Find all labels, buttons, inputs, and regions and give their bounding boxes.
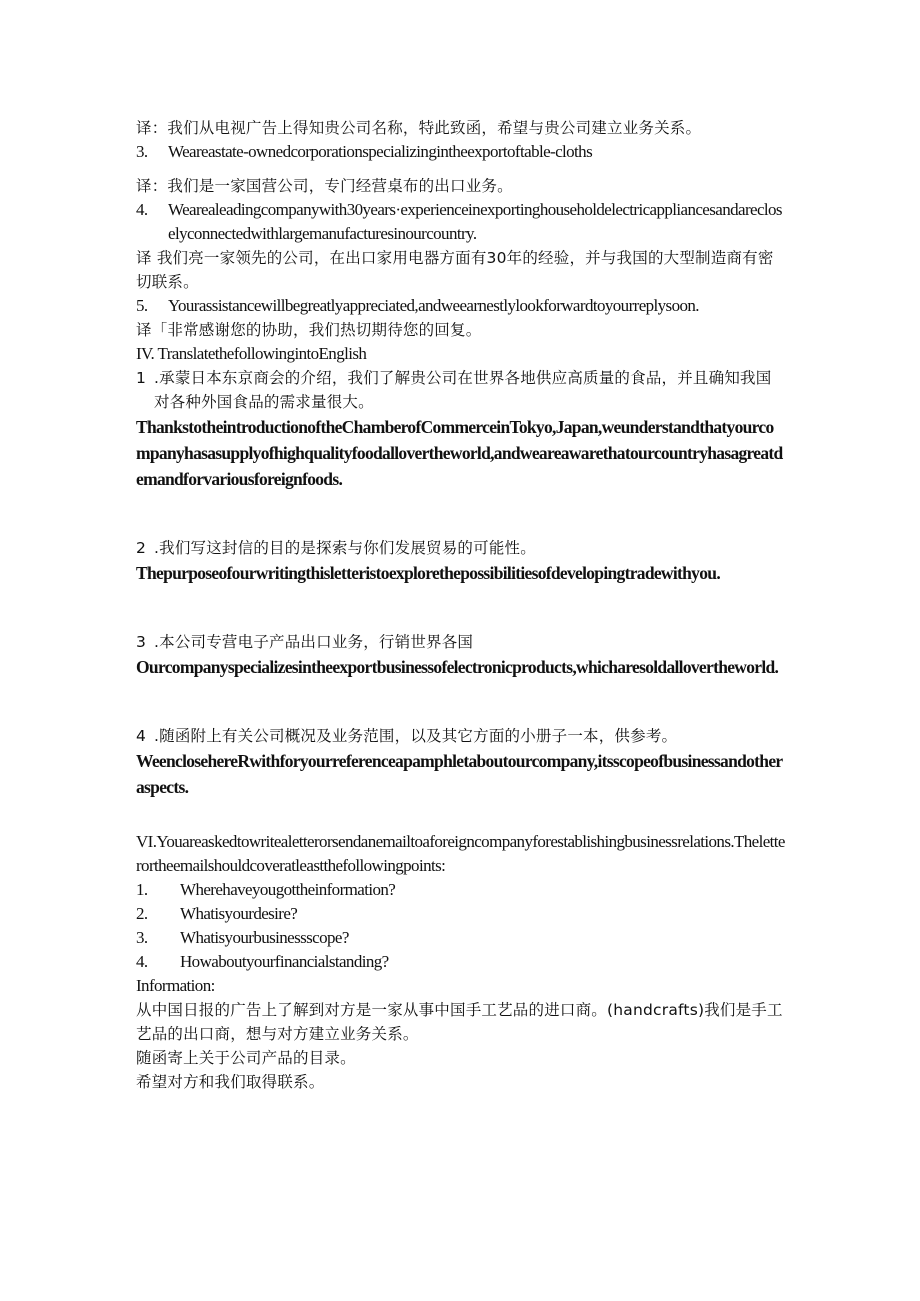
point-text: Wherehaveyougottheinformation?: [180, 880, 396, 899]
exercise-1-chinese: [136, 366, 786, 414]
exercise-number: 2: [136, 539, 147, 557]
information-label: Information:: [136, 976, 215, 995]
information-line-3: 希望对方和我们取得联系。: [136, 1073, 325, 1091]
point-number: 3.: [136, 928, 148, 947]
sentence-4: [136, 198, 786, 246]
translation-line-2: 译：我们从电视广告上得知贵公司名称，特此致函，希望与贵公司建立业务关系。: [136, 119, 702, 137]
translation-line-3: 译：我们是一家国营公司，专门经营桌布的出口业务。: [136, 177, 513, 195]
sentence-number: 5.: [136, 296, 148, 315]
exercise-1-answer: ThankstotheintroductionoftheChamberofCommerceinTokyo,Japan,weunderstandthatyourcompanyhasasupplyofhighqualityfoodallovertheworld,andweareawarethatourcountryhasagreatdemandforvariousforeignfoods.: [136, 417, 783, 489]
exercise-4-chinese: [136, 724, 786, 748]
information-line-2: 随函寄上关于公司产品的目录。: [136, 1049, 356, 1067]
section-heading-iv: IV. TranslatethefollowingintoEnglish: [136, 344, 367, 363]
exercise-2-answer: Thepurposeofourwritingthisletteristoexplorethepossibilitiesofdevelopingtradewithyou.: [136, 563, 720, 583]
sentence-number: 3.: [136, 142, 148, 161]
sentence-3: [136, 140, 786, 164]
exercise-text: .承蒙日本东京商会的介绍，我们了解贵公司在世界各地供应高质量的食品，并且确知我国对各种外国食品的需求量很大。: [154, 369, 772, 411]
exercise-number: 3: [136, 633, 147, 651]
exercise-text: .我们写这封信的目的是探索与你们发展贸易的可能性。: [154, 539, 536, 557]
section-vi-intro: VI.Youareaskedtowritealetterorsendanemailtoaforeigncompanyforestablishingbusinessrelations.Theletterortheemailshouldcoveratleastthefollowingpoints:: [136, 832, 785, 875]
document-page: [136, 116, 786, 1094]
exercise-number: 4: [136, 727, 147, 745]
point-number: 1.: [136, 880, 148, 899]
point-number: 4.: [136, 952, 148, 971]
sentence-text: Weareastate-ownedcorporationspecializingintheexportoftable-cloths: [168, 142, 593, 161]
point-number: 2.: [136, 904, 148, 923]
point-text: Whatisyourdesire?: [180, 904, 298, 923]
exercise-3-answer: Ourcompanyspecializesintheexportbusinessofelectronicproducts,whicharesoldallovertheworld.: [136, 657, 779, 677]
information-line-1: 从中国日报的广告上了解到对方是一家从事中国手工艺品的进口商。(handcrafts)我们是手工艺品的出口商，想与对方建立业务关系。: [136, 1001, 783, 1043]
sentence-text: Yourassistancewillbegreatlyappreciated,andweearnestlylookforwardtoyourreplysoon.: [168, 296, 699, 315]
point-1: [136, 878, 786, 902]
exercise-4-answer: WeenclosehereRwithforyourreferenceapamphletaboutourcompany,itsscopeofbusinessandotheraspects.: [136, 751, 783, 797]
exercise-3-chinese: [136, 630, 786, 654]
exercise-number: 1: [136, 369, 147, 387]
point-4: [136, 950, 786, 974]
sentence-5: [136, 294, 786, 318]
translation-line-5: 译「非常感谢您的协助，我们热切期待您的回复。: [136, 321, 482, 339]
translation-line-4: 译 我们亮一家领先的公司，在出口家用电器方面有30年的经验，并与我国的大型制造商有密切联系。: [136, 249, 774, 291]
exercise-text: .随函附上有关公司概况及业务范围，以及其它方面的小册子一本，供参考。: [154, 727, 678, 745]
exercise-text: .本公司专营电子产品出口业务，行销世界各国: [154, 633, 474, 651]
sentence-number: 4.: [136, 200, 148, 219]
point-2: [136, 902, 786, 926]
exercise-2-chinese: [136, 536, 786, 560]
point-3: [136, 926, 786, 950]
point-text: Howaboutyourfinancialstanding?: [180, 952, 389, 971]
point-text: Whatisyourbusinessscope?: [180, 928, 349, 947]
sentence-text: Wearealeadingcompanywith30years·experienceinexportinghouseholdelectricappliancesandarecloselyconnectedwithlargemanufacturesinourcountry.: [168, 200, 782, 243]
